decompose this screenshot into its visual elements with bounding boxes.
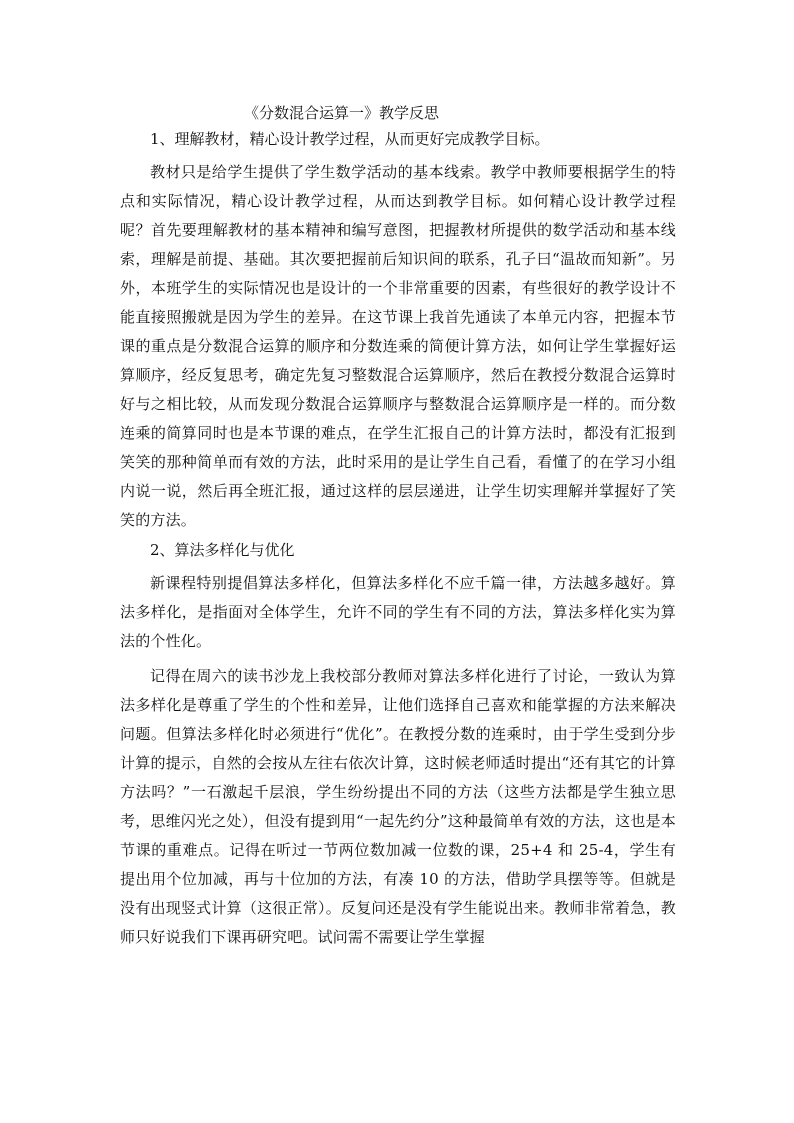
- section-2-paragraph-2: 记得在周六的读书沙龙上我校部分教师对算法多样化进行了讨论，一致认为算法多样化是尊重了学生的个性和差异，让他们选择自己喜欢和能掌握的方法来解决问题。但算法多样化时必须进行“优化”。在教授分数的连乘时，由于学生受到分步计算的提示，自然的会按从左往右依次计算，这时候老师适时提出“还有其它的计算方法吗？”一石激起千层浪，学生纷纷提出不同的方法（这些方法都是学生独立思考，思维闪光之处），但没有提到用“一起先约分”这种最简单有效的方法，这也是本节课的重难点。记得在听过一节两位数加减一位数的课，25+4 和 25-4，学生有提出用个位加减，再与十位加的方法，有凑 10 的方法，借助学具摆等等。但就是没有出现竖式计算（这很正常）。反复问还是没有学生能说出来。教师非常着急，教师只好说我们下课再研究吧。试问需不需要让学生掌握: [120, 667, 676, 946]
- section-2-paragraph-1: 新课程特别提倡算法多样化，但算法多样化不应千篇一律，方法越多越好。算法多样化，是指面对全体学生，允许不同的学生有不同的方法，算法多样化实为算法的个性化。: [120, 574, 676, 650]
- section-2-heading: 2、算法多样化与优化: [150, 541, 295, 559]
- document-page: [120, 100, 676, 952]
- document-title: 《分数混合运算一》教学反思: [244, 104, 440, 122]
- section-1-paragraph-1: 教材只是给学生提供了学生数学活动的基本线索。教学中教师要根据学生的特点和实际情况，精心设计教学过程，从而达到教学目标。如何精心设计教学过程呢？首先要理解教材的基本精神和编写意图，把握教材所提供的数学活动和基本线索，理解是前提、基础。其次要把握前后知识间的联系，孔子曰“温故而知新”。另外，本班学生的实际情况也是设计的一个非常重要的因素，有些很好的教学设计不能直接照搬就是因为学生的差异。在这节课上我首先通读了本单元内容，把握本节课的重点是分数混合运算的顺序和分数连乘的简便计算方法，如何让学生掌握好运算顺序，经反复思考，确定先复习整数混合运算顺序，然后在教授分数混合运算时好与之相比较，从而发现分数混合运算顺序与整数混合运算顺序是一样的。而分数连乘的简算同时也是本节课的难点，在学生汇报自己的计算方法时，都没有汇报到笑笑的那种简单而有效的方法，此时采用的是让学生自己看，看懂了的在学习小组内说一说，然后再全班汇报，通过这样的层层递进，让学生切实理解并掌握好了笑笑的方法。: [120, 163, 676, 529]
- section-1-heading: 1、理解教材，精心设计教学过程，从而更好完成教学目标。: [150, 130, 550, 148]
